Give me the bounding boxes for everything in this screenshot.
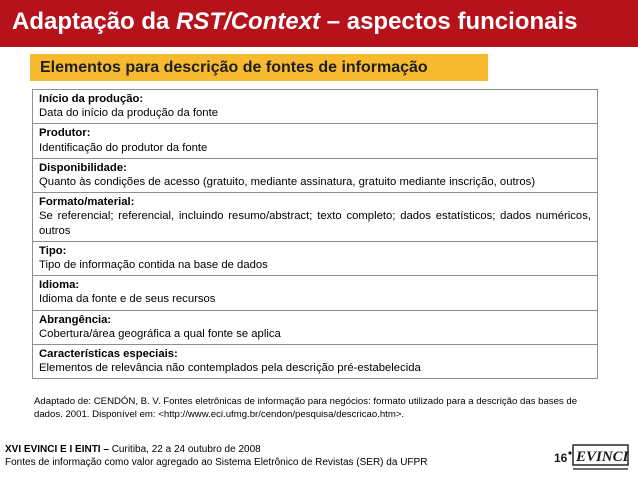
table-row	[33, 242, 597, 276]
logo-number: 16	[554, 451, 568, 465]
table-row	[33, 193, 597, 242]
table-row	[33, 159, 597, 193]
evinci-logo	[552, 442, 630, 474]
footer-event-line	[5, 443, 525, 456]
row-description: Identificação do produtor da fonte	[39, 141, 208, 154]
row-description: Idioma da fonte e de seus recursos	[39, 293, 216, 306]
table-row	[33, 276, 597, 310]
section-subtitle: Elementos para descrição de fontes de informação	[30, 54, 488, 81]
slide-title	[0, 0, 638, 47]
row-description: Tipo de informação contida na base de dados	[39, 259, 268, 272]
row-label: Disponibilidade:	[39, 161, 127, 174]
table-row	[33, 124, 597, 158]
elements-table	[32, 89, 598, 379]
footer-event-detail: Curitiba, 22 a 24 outubro de 2008	[108, 444, 261, 455]
row-label: Produtor:	[39, 127, 91, 140]
footer-subtitle: Fontes de informação como valor agregado ao Sistema Eletrônico de Revistas (SER) da UFPR	[5, 457, 428, 468]
row-label: Formato/material:	[39, 196, 135, 209]
slide-footer	[5, 443, 525, 469]
row-description: Se referencial; referencial, incluindo resumo/abstract; texto completo; dados estatísticos; dados numéricos, outros	[39, 210, 591, 237]
row-label: Abrangência:	[39, 313, 112, 326]
title-prefix: Adaptação da	[12, 8, 177, 35]
row-description: Cobertura/área geográfica a qual fonte se aplica	[39, 327, 281, 340]
row-description: Quanto às condições de acesso (gratuito, mediante assinatura, gratuito mediante inscrição, outros)	[39, 176, 536, 189]
logo-dot	[568, 451, 571, 454]
footer-event: XVI EVINCI E I EINTI –	[5, 444, 109, 455]
title-italic: RST/Context	[176, 8, 321, 35]
title-suffix: – aspectos funcionais	[320, 8, 578, 35]
row-label: Características especiais:	[39, 348, 178, 361]
row-description: Data do início da produção da fonte	[39, 107, 218, 120]
table-row	[33, 345, 597, 378]
row-description: Elementos de relevância não contemplados pela descrição pré-estabelecida	[39, 362, 421, 375]
logo-word: EVINCI	[576, 449, 629, 465]
table-row	[33, 90, 597, 124]
row-label: Início da produção:	[39, 93, 144, 105]
source-citation: Adaptado de: CENDÓN, B. V. Fontes eletrônicas de informação para negócios: formato utilizado para a descrição das bases de dados. 2001. Disponível em: <http://www.eci.ufmg.br/cendon/pesquisa/descricao.htm>.	[34, 396, 578, 420]
row-label: Tipo:	[39, 244, 67, 257]
table-row	[33, 311, 597, 345]
row-label: Idioma:	[39, 279, 80, 292]
